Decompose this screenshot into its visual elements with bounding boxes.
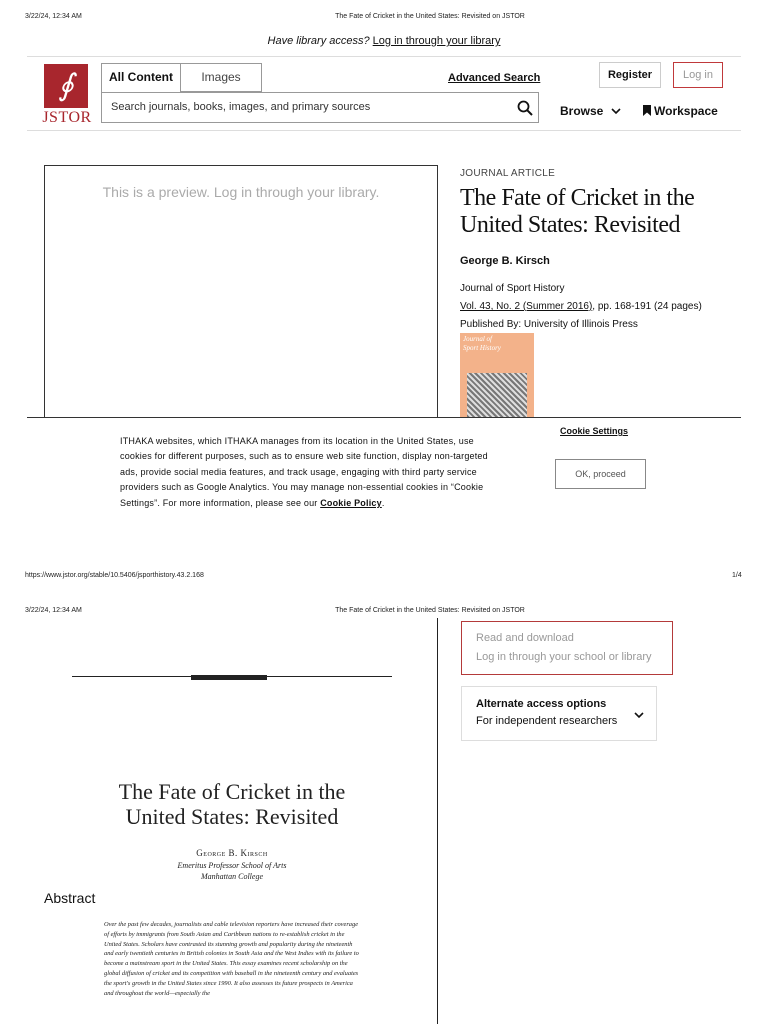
print-page-number: 1/4 bbox=[732, 572, 742, 579]
publisher: Published By: University of Illinois Press bbox=[460, 319, 638, 330]
document-title bbox=[72, 779, 392, 829]
article-title bbox=[460, 185, 694, 239]
jstor-logo[interactable] bbox=[44, 64, 88, 108]
read-title: Read and download bbox=[476, 632, 574, 644]
advanced-search-link[interactable]: Advanced Search bbox=[448, 72, 541, 84]
library-banner bbox=[0, 35, 768, 47]
document-title-line2: United States: Revisited bbox=[125, 804, 339, 829]
document-rule-bar bbox=[191, 675, 267, 680]
viewer-divider bbox=[437, 618, 438, 1024]
print-title-2: The Fate of Cricket in the United States: Revisited on JSTOR bbox=[335, 607, 525, 614]
article-title-line2: United States: Revisited bbox=[460, 212, 680, 238]
print-datetime-2: 3/22/24, 12:34 AM bbox=[25, 607, 82, 614]
preview-frame bbox=[44, 165, 438, 417]
print-url: https://www.jstor.org/stable/10.5406/jsporthistory.43.2.168 bbox=[25, 572, 204, 579]
browse-label: Browse bbox=[560, 104, 604, 118]
cookie-settings-link[interactable]: Cookie Settings bbox=[560, 426, 629, 436]
cover-title: Journal of Sport History bbox=[463, 335, 501, 352]
cookie-ok-button[interactable]: OK, proceed bbox=[555, 459, 646, 489]
abstract-heading: Abstract bbox=[44, 890, 96, 906]
issue-info bbox=[460, 301, 702, 312]
header-divider-bottom bbox=[27, 130, 741, 131]
page-range: , pp. 168-191 (24 pages) bbox=[592, 301, 702, 312]
bookmark-icon bbox=[643, 105, 651, 116]
document-author: George B. Kirsch bbox=[196, 848, 268, 858]
article-author[interactable]: George B. Kirsch bbox=[460, 255, 550, 267]
cover-image bbox=[467, 373, 527, 417]
cookie-text-block bbox=[120, 434, 505, 511]
read-subtitle: Log in through your school or library bbox=[476, 651, 652, 663]
abstract-text: Over the past few decades, journalists and cable television reporters have increased their coverage of efforts by immigrants from South Asian and Caribbean nations to re-establish cricket in the United States. Scholars have contrasted its stunning growth and popularity during the nineteenth and early twentieth centuries in British colonies in South Asia and the West Indies with its failure to become a mainstream sport in the United States. This essay examines recent scholarship on the global diffusion of cricket and its competition with baseball in the nineteenth century and evaluates the sport's growth in the United States since 1990. It also assesses its future prospects in America and throughout the world—especially the bbox=[104, 921, 359, 997]
affiliation-line1: Emeritus Professor School of Arts bbox=[177, 861, 287, 870]
search-placeholder: Search journals, books, images, and primary sources bbox=[111, 101, 371, 113]
cookie-banner bbox=[27, 417, 741, 533]
library-login-link[interactable]: Log in through your library bbox=[372, 35, 501, 47]
document-affiliation bbox=[72, 860, 392, 882]
browse-menu[interactable] bbox=[560, 104, 621, 118]
print-title: The Fate of Cricket in the United States: Revisited on JSTOR bbox=[335, 13, 525, 20]
register-button[interactable]: Register bbox=[599, 62, 661, 88]
search-icon[interactable] bbox=[517, 100, 533, 116]
article-title-line1: The Fate of Cricket in the bbox=[460, 185, 695, 211]
alt-title: Alternate access options bbox=[476, 698, 607, 710]
jstor-logo-text: JSTOR bbox=[42, 109, 92, 126]
header-divider-top bbox=[27, 56, 741, 57]
affiliation-line2: Manhattan College bbox=[201, 872, 263, 881]
cookie-text: ITHAKA websites, which ITHAKA manages from its location in the United States, use cookies for different purposes, such as to ensure web site function, display non-targeted ads, provide social media features, and track usage, engaging with third party service providers such as Google Analytics. You may manage non-essential cookies in “Cookie Settings”. For more information, please see our bbox=[120, 436, 488, 508]
content-type: JOURNAL ARTICLE bbox=[460, 168, 556, 179]
read-download-button[interactable] bbox=[461, 621, 673, 675]
print-datetime: 3/22/24, 12:34 AM bbox=[25, 13, 82, 20]
cookie-policy-link[interactable]: Cookie Policy bbox=[320, 497, 382, 508]
preview-note: This is a preview. Log in through your library. bbox=[102, 184, 380, 200]
journal-name[interactable]: Journal of Sport History bbox=[460, 283, 565, 294]
tab-images[interactable]: Images bbox=[180, 63, 262, 92]
cookie-period: . bbox=[381, 497, 385, 508]
issue-link[interactable]: Vol. 43, No. 2 (Summer 2016) bbox=[460, 301, 593, 312]
workspace-link[interactable] bbox=[643, 104, 718, 118]
journal-cover[interactable] bbox=[460, 333, 534, 417]
alternate-access-dropdown[interactable] bbox=[461, 686, 657, 741]
jstor-seal-icon: ∮ bbox=[58, 69, 74, 102]
chevron-down-icon bbox=[611, 107, 621, 115]
tab-all-content[interactable]: All Content bbox=[101, 63, 181, 92]
library-prompt: Have library access? bbox=[267, 35, 370, 47]
login-button[interactable]: Log in bbox=[673, 62, 723, 88]
document-title-line1: The Fate of Cricket in the bbox=[118, 779, 346, 804]
search-input[interactable] bbox=[101, 92, 539, 123]
workspace-label: Workspace bbox=[654, 104, 718, 118]
alt-subtitle: For independent researchers bbox=[476, 715, 618, 727]
chevron-down-icon bbox=[634, 711, 644, 719]
